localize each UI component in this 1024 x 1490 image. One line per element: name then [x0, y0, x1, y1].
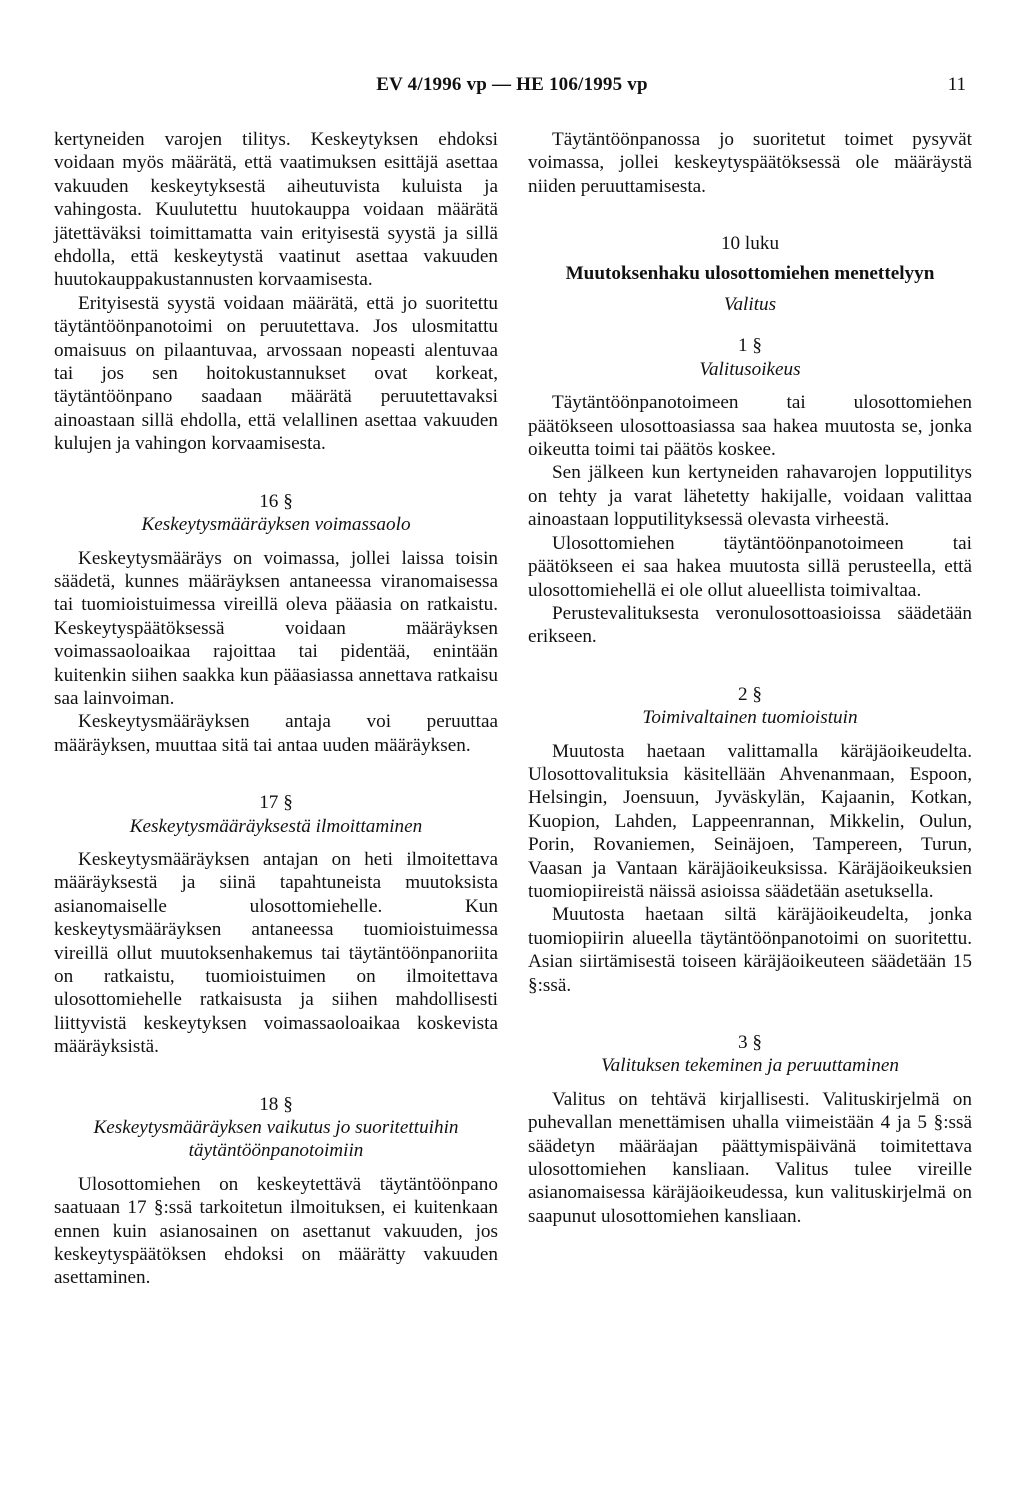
- section-number: 3 §: [738, 1032, 762, 1053]
- document-reference: EV 4/1996 vp — HE 106/1995 vp: [376, 74, 648, 95]
- page-header: [0, 74, 1024, 104]
- chapter-number: 10 luku: [720, 233, 780, 255]
- section-number: 17 §: [259, 792, 293, 814]
- section-heading: Valitusoikeus: [699, 358, 801, 380]
- section-heading: Keskeytysmääräyksen vaikutus jo suoritettuihin täytäntöönpanotoimiin: [93, 1117, 459, 1162]
- right-column: [528, 128, 972, 1228]
- paragraph: Perustevalituksesta veronulosottoasioissa säädetään erikseen.: [528, 602, 972, 648]
- paragraph: Keskeytysmääräyksen antajan on heti ilmoitettava määräyksestä ja siinä tapahtuneista muutoksista asianomaiselle ulosottomiehelle. Kun keskeytysmääräyksen antaneessa tuomioistuimessa vireillä ollut muutoksenhakemus tai täytäntöönpanoriita on ratkaistu, tuomioistuimen on ilmoitettava ulosottomiehelle ratkaisusta ja siihen mahdollisesti liittyvistä keskeytyksen voimassaoloaikaa koskevista määräyksistä.: [54, 848, 498, 1058]
- paragraph: kertyneiden varojen tilitys. Keskeytyksen ehdoksi voidaan myös määrätä, että vaatimuksen esittäjä asettaa vakuuden keskeytyksestä aiheutuvista kuluista ja vahingosta. Kuulutettu huutokauppa voidaan määrätä jätettäväksi toimittamatta vain erityisestä syystä ja sillä ehdolla, että keskeytystä vaatinut asettaa vakuuden huutokauppakustannusten korvaamisesta.: [54, 129, 498, 291]
- paragraph: Täytäntöönpanossa jo suoritetut toimet pysyvät voimassa, jollei keskeytyspäätöksessä ole määräystä niiden peruuttamisesta.: [528, 129, 972, 197]
- section-number: 1 §: [738, 335, 762, 357]
- section-heading: Toimivaltainen tuomioistuin: [642, 707, 858, 729]
- paragraph: Keskeytysmääräyksen antaja voi peruuttaa määräyksen, muuttaa sitä tai antaa uuden määräyksen.: [54, 711, 498, 756]
- section-heading: Valituksen tekeminen ja peruuttaminen: [601, 1055, 899, 1077]
- paragraph: Keskeytysmääräys on voimassa, jollei laissa toisin säädetä, kunnes määräyksen antaneessa viranomaisessa tai tuomioistuimessa vireillä oleva pääasia on ratkaistu. Keskeytyspäätöksessä voidaan määräyksen voimassaoloaikaa rajoittaa tai pidentää, enintään kuitenkin siihen saakka kun pääasiassa annettava ratkaisu saa lainvoiman.: [54, 547, 498, 709]
- section-heading: Keskeytysmääräyksestä ilmoittaminen: [129, 815, 423, 837]
- section-heading: Keskeytysmääräyksen voimassaolo: [141, 514, 411, 536]
- subchapter-heading: Valitus: [723, 294, 777, 316]
- paragraph: Muutosta haetaan valittamalla käräjäoikeudelta. Ulosottovalituksia käsitellään Ahvenanmaan, Espoon, Helsingin, Joensuun, Jyväskylän, Kajaanin, Kotkan, Kuopion, Lahden, Lappeenrannan, Mikkelin, Oulun, Porin, Rovaniemen, Seinäjoen, Tampereen, Turun, Vaasan ja Vantaan käräjäoikeuksissa. Käräjäoikeuksien tuomiopiireistä näissä asioissa säädetään asetuksella.: [528, 740, 972, 902]
- paragraph: Muutosta haetaan siltä käräjäoikeudelta, jonka tuomiopiirin alueella täytäntöönpanotoimi on suoritettu. Asian siirtämisestä toiseen käräjäoikeuteen säädetään 15 §:ssä.: [528, 904, 972, 996]
- paragraph: Täytäntöönpanotoimeen tai ulosottomiehen päätökseen ulosottoasiassa saa hakea muutosta se, jonka oikeutta toimi tai päätös koskee.: [528, 392, 972, 461]
- paragraph: Erityisestä syystä voidaan määrätä, että jo suoritettu täytäntöönpanotoimi on peruutettava. Jos ulosmitattu omaisuus on pilaantuvaa, arvossaan nopeasti alentuvaa tai jos sen hoitokustannukset ovat korkeat, täytäntöönpano saadaan määrätä peruutettavaksi ainoastaan sillä ehdolla, että velallinen asettaa vakuuden kulujen ja vahingon korvaamisesta.: [54, 292, 498, 455]
- paragraph: Ulosottomiehen on keskeytettävä täytäntöönpano saatuaan 17 §:ssä tarkoitetun ilmoituksen, ei kuitenkaan ennen kuin asianosainen on asettanut vakuuden, jos keskeytyspäätöksen ehdoksi on määrätty vakuuden asettaminen.: [54, 1173, 498, 1289]
- chapter-title: Muutoksenhaku ulosottomiehen menettelyyn: [565, 262, 935, 284]
- paragraph: Sen jälkeen kun kertyneiden rahavarojen lopputilitys on tehty ja varat lähetetty hakijalle, voidaan valittaa ainoastaan lopputilityksessä olevasta virheestä.: [528, 462, 972, 531]
- section-number: 16 §: [259, 490, 293, 512]
- left-column: [54, 128, 498, 1290]
- section-number: 18 §: [259, 1093, 293, 1115]
- section-number: 2 §: [738, 683, 762, 705]
- paragraph: Ulosottomiehen täytäntöönpanotoimeen tai päätökseen ei saa hakea muutosta sillä perusteella, että ulosottomiehellä ei ole ollut alueellista toimivaltaa.: [528, 532, 972, 601]
- page-number: 11: [947, 74, 966, 95]
- paragraph: Valitus on tehtävä kirjallisesti. Valituskirjelmä on puhevallan menettämisen uhalla viimeistään 4 ja 5 §:ssä säädetyn määräajan päättymispäivänä toimitettava ulosottomiehen kansliaan. Valitus tulee vireille asianomaisessa käräjäoikeudessa, kun valituskirjelmä on saapunut ulosottomiehen kansliaan.: [528, 1088, 972, 1227]
